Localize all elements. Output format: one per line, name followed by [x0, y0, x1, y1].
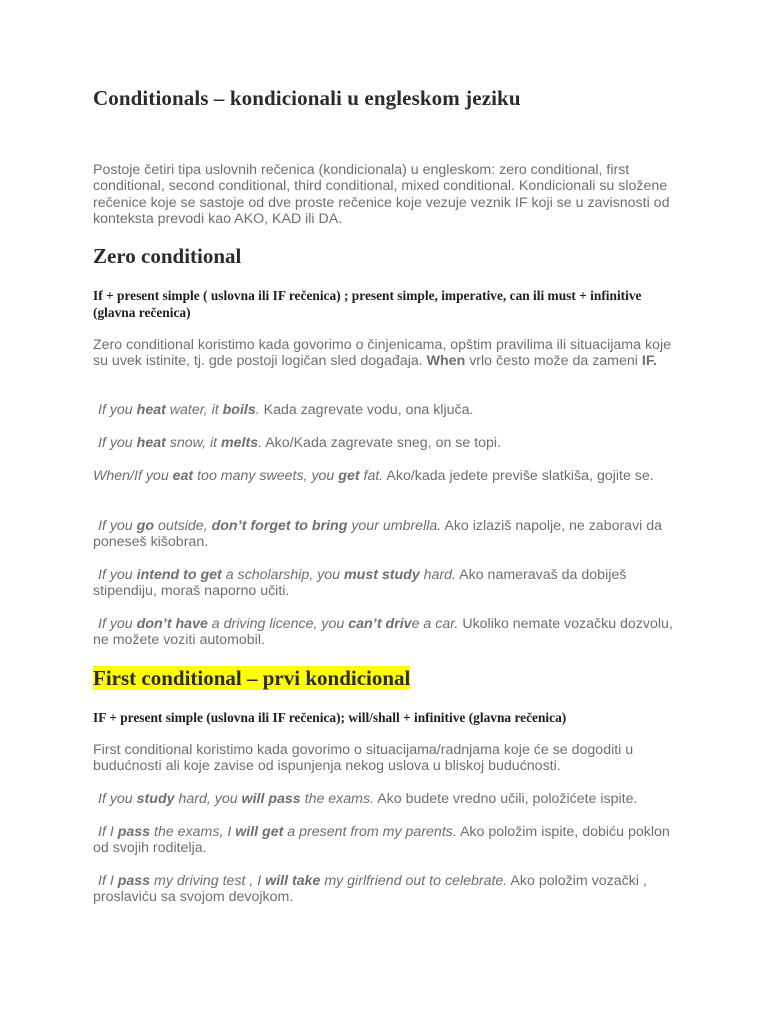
first-conditional-heading	[93, 666, 410, 691]
zero-conditional-description: Zero conditional koristimo kada govorimo o činjenicama, opštim pravilima ili situacijama koje su uvek istinite, tj. gde postoji logičan sled događaja. When vrlo često može da zameni IF.	[93, 337, 671, 370]
first-example-3: If I pass my driving test , I will take my girlfriend out to celebrate. Ako položim vozački , proslaviću sa svojom devojkom.	[93, 873, 647, 906]
first-conditional-rule: IF + present simple (uslovna ili IF rečenica); will/shall + infinitive (glavna rečenica)	[93, 710, 567, 725]
zero-example-5: If you intend to get a scholarship, you must study hard. Ako nameravaš da dobiješ stipendiju, moraš naporno učiti.	[93, 567, 627, 600]
zero-conditional-heading: Zero conditional	[93, 244, 242, 268]
highlighted-heading-text: First conditional – prvi kondicional	[93, 666, 411, 690]
zero-example-4: If you go outside, don’t forget to bring your umbrella. Ako izlaziš napolje, ne zaboravi da poneseš kišobran.	[93, 518, 663, 551]
first-conditional-description: First conditional koristimo kada govorimo o situacijama/radnjama koje će se dogoditi u budućnosti ali koje zavise od ispunjenja nekog uslova u bliskoj budućnosti.	[93, 742, 634, 775]
document-title: Conditionals – kondicionali u engleskom jeziku	[93, 86, 521, 110]
zero-conditional-rule: If + present simple ( uslovna ili IF rečenica) ; present simple, imperative, can ili must + infinitive (glavna rečenica)	[93, 288, 642, 320]
first-example-2: If I pass the exams, I will get a present from my parents. Ako položim ispite, dobiću poklon od svojih roditelja.	[93, 824, 670, 857]
zero-example-2: If you heat snow, it melts. Ako/Kada zagrevate sneg, on se topi.	[98, 435, 502, 451]
intro-paragraph: Postoje četiri tipa uslovnih rečenica (kondicionala) u engleskom: zero conditional, first conditional, second conditional, third conditional, mixed conditional. Kondicionali su složene rečenice koje se sastoje od dve proste rečenice koje vezuje veznik IF koji se u zavisnosti od konteksta prevodi kao AKO, KAD ili DA.	[93, 162, 670, 227]
first-example-1: If you study hard, you will pass the exams. Ako budete vredno učili, položićete ispite.	[98, 791, 638, 807]
zero-example-6: If you don’t have a driving licence, you can’t drive a car. Ukoliko nemate vozačku dozvolu, ne možete voziti automobil.	[93, 616, 673, 649]
zero-example-1: If you heat water, it boils. Kada zagrevate vodu, ona ključa.	[98, 402, 474, 418]
zero-example-3: When/If you eat too many sweets, you get fat. Ako/kada jedete previše slatkiša, gojite se.	[93, 468, 654, 484]
